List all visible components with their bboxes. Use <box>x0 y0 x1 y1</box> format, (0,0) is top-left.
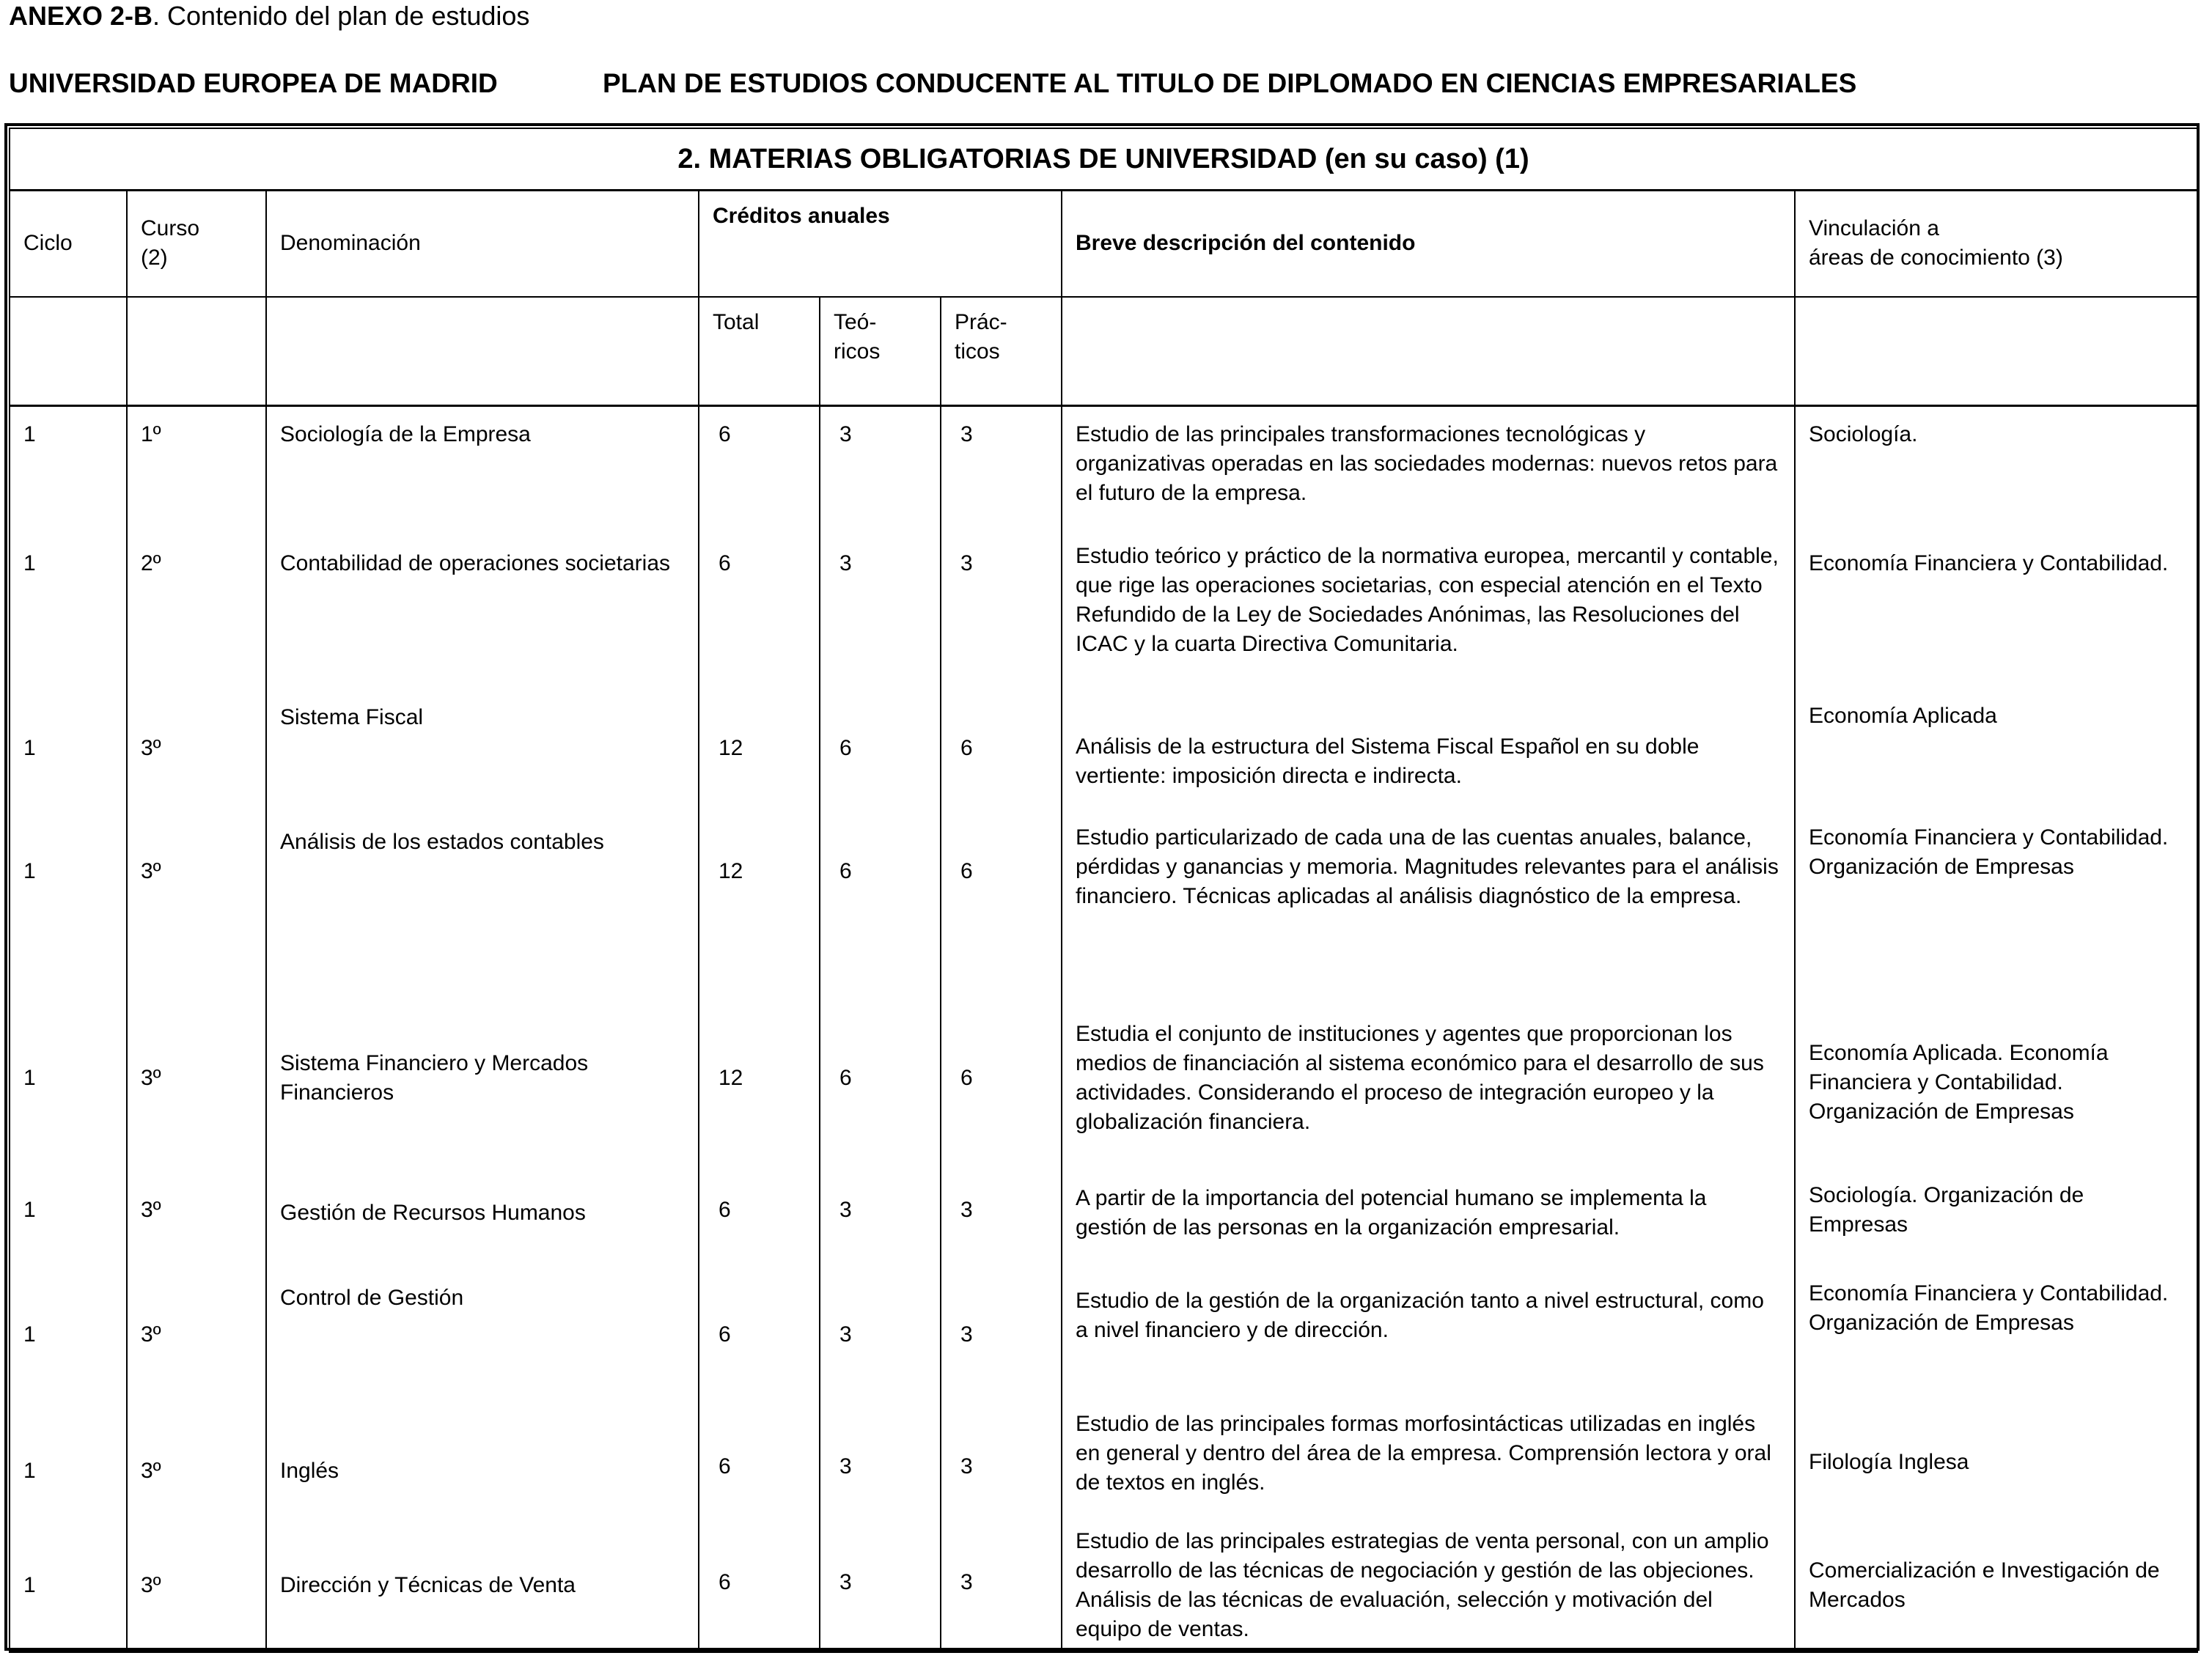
cell-denominacion: Dirección y Técnicas de Venta <box>266 1527 699 1651</box>
cell-practicos: 3 <box>941 1410 1062 1527</box>
table-body <box>10 128 2197 1651</box>
cell-ciclo: 1 <box>10 534 127 690</box>
cell-descripcion: Estudio de las principales estrategias de venta personal, con un amplio desarrollo de las técnicas de negociación y gestión de las objeciones. Análisis de las técnicas de evaluación, selección y motivación del equipo de ventas. <box>1062 1527 1795 1651</box>
annex-subtitle: . Contenido del plan de estudios <box>153 1 530 31</box>
header-teoricos-line1: Teó- <box>834 310 877 334</box>
header-vinculacion-line1: Vinculación a <box>1809 216 1939 241</box>
cell-curso: 3º <box>127 816 266 1020</box>
cell-teoricos: 6 <box>820 1020 941 1166</box>
header-teoricos-line2: ricos <box>834 339 881 364</box>
cell-descripcion: Estudio particularizado de cada una de las cuentas anuales, balance, pérdidas y ganancias y memoria. Magnitudes relevantes para el análisis financiero. Técnicas aplicadas al análisis diagnóstico de la empresa. <box>1062 816 1795 1020</box>
cell-ciclo: 1 <box>10 1410 127 1527</box>
cell-total: 6 <box>699 1279 820 1410</box>
cell-ciclo: 1 <box>10 690 127 816</box>
header-blank-vinculacion <box>1795 297 2197 405</box>
header-vinculacion-line2: áreas de conocimiento (3) <box>1809 246 2063 270</box>
cell-descripcion: Estudio de las principales transformaciones tecnológicas y organizativas operadas en las sociedades modernas: nuevos retos para el futuro de la empresa. <box>1062 405 1795 534</box>
cell-denominacion: Inglés <box>266 1410 699 1527</box>
cell-descripcion: A partir de la importancia del potencial humano se implementa la gestión de las personas en la organización empresarial. <box>1062 1166 1795 1279</box>
header-curso <box>127 190 266 297</box>
cell-curso: 3º <box>127 1020 266 1166</box>
plan-title: PLAN DE ESTUDIOS CONDUCENTE AL TITULO DE DIPLOMADO EN CIENCIAS EMPRESARIALES <box>603 68 1857 98</box>
cell-teoricos: 6 <box>820 816 941 1020</box>
cell-denominacion: Control de Gestión <box>266 1279 699 1410</box>
cell-curso: 3º <box>127 1527 266 1651</box>
header-teoricos <box>820 297 941 405</box>
cell-denominacion: Sistema Financiero y Mercados Financieros <box>266 1020 699 1166</box>
annex-heading <box>9 1 529 31</box>
cell-vinculacion: Economía Financiera y Contabilidad. Organización de Empresas <box>1795 816 2197 1020</box>
cell-practicos: 3 <box>941 534 1062 690</box>
header-curso-note: (2) <box>141 246 168 270</box>
cell-descripcion: Estudio de la gestión de la organización tanto a nivel estructural, como a nivel financiero y de dirección. <box>1062 1279 1795 1410</box>
cell-total: 6 <box>699 405 820 534</box>
cell-ciclo: 1 <box>10 405 127 534</box>
table-row <box>10 1410 2197 1527</box>
header-creditos: Créditos anuales <box>699 190 1062 297</box>
cell-descripcion: Estudio de las principales formas morfosintácticas utilizadas en inglés en general y dentro del área de la empresa. Comprensión lectora y oral de textos en inglés. <box>1062 1410 1795 1527</box>
cell-descripcion: Estudia el conjunto de instituciones y agentes que proporcionan los medios de financiación al sistema económico para el desarrollo de sus actividades. Considerando el proceso de integración europeo y la globalización financiera. <box>1062 1020 1795 1166</box>
cell-vinculacion: Economía Aplicada. Economía Financiera y Contabilidad. Organización de Empresas <box>1795 1020 2197 1166</box>
cell-vinculacion: Economía Aplicada <box>1795 690 2197 816</box>
table-row <box>10 816 2197 1020</box>
cell-vinculacion: Sociología. Organización de Empresas <box>1795 1166 2197 1279</box>
header-blank-descripcion <box>1062 297 1795 405</box>
annex-label: ANEXO 2-B <box>9 1 153 31</box>
header-denominacion: Denominación <box>266 190 699 297</box>
cell-vinculacion: Economía Financiera y Contabilidad. Organización de Empresas <box>1795 1279 2197 1410</box>
header-curso-label: Curso <box>141 216 200 241</box>
header-practicos-line2: ticos <box>955 339 1000 364</box>
header-blank-denominacion <box>266 297 699 405</box>
cell-denominacion: Sociología de la Empresa <box>266 405 699 534</box>
cell-practicos: 3 <box>941 1279 1062 1410</box>
cell-practicos: 3 <box>941 1527 1062 1651</box>
cell-ciclo: 1 <box>10 1020 127 1166</box>
header-practicos-line1: Prác- <box>955 310 1007 334</box>
cell-total: 6 <box>699 1410 820 1527</box>
cell-curso: 3º <box>127 1166 266 1279</box>
cell-teoricos: 3 <box>820 405 941 534</box>
subjects-table <box>9 128 2198 1653</box>
table-row <box>10 1527 2197 1651</box>
cell-total: 6 <box>699 1527 820 1651</box>
cell-denominacion: Contabilidad de operaciones societarias <box>266 534 699 690</box>
header-blank-curso <box>127 297 266 405</box>
header-vinculacion <box>1795 190 2197 297</box>
cell-denominacion: Sistema Fiscal <box>266 690 699 816</box>
document-header <box>9 67 2201 100</box>
header-row-main <box>10 190 2197 297</box>
header-total: Total <box>699 297 820 405</box>
cell-ciclo: 1 <box>10 1279 127 1410</box>
header-blank-ciclo <box>10 297 127 405</box>
table-row <box>10 1020 2197 1166</box>
cell-denominacion: Gestión de Recursos Humanos <box>266 1166 699 1279</box>
header-row-credits <box>10 297 2197 405</box>
cell-practicos: 3 <box>941 1166 1062 1279</box>
cell-practicos: 6 <box>941 1020 1062 1166</box>
table-title-row <box>10 128 2197 190</box>
table-row <box>10 690 2197 816</box>
cell-practicos: 3 <box>941 405 1062 534</box>
cell-teoricos: 3 <box>820 1166 941 1279</box>
cell-descripcion: Estudio teórico y práctico de la normativa europea, mercantil y contable, que rige las operaciones societarias, con especial atención en el Texto Refundido de la Ley de Sociedades Anónimas, las Resoluciones del ICAC y la cuarta Directiva Comunitaria. <box>1062 534 1795 690</box>
cell-teoricos: 3 <box>820 534 941 690</box>
cell-vinculacion: Filología Inglesa <box>1795 1410 2197 1527</box>
cell-curso: 3º <box>127 1410 266 1527</box>
cell-total: 12 <box>699 816 820 1020</box>
cell-total: 6 <box>699 1166 820 1279</box>
header-practicos <box>941 297 1062 405</box>
cell-descripcion: Análisis de la estructura del Sistema Fiscal Español en su doble vertiente: imposición directa e indirecta. <box>1062 690 1795 816</box>
table-row <box>10 534 2197 690</box>
cell-vinculacion: Comercialización e Investigación de Mercados <box>1795 1527 2197 1651</box>
cell-curso: 1º <box>127 405 266 534</box>
header-descripcion: Breve descripción del contenido <box>1062 190 1795 297</box>
cell-ciclo: 1 <box>10 816 127 1020</box>
table-row <box>10 405 2197 534</box>
cell-practicos: 6 <box>941 690 1062 816</box>
cell-ciclo: 1 <box>10 1166 127 1279</box>
cell-teoricos: 3 <box>820 1527 941 1651</box>
cell-vinculacion: Economía Financiera y Contabilidad. <box>1795 534 2197 690</box>
cell-vinculacion: Sociología. <box>1795 405 2197 534</box>
university-name: UNIVERSIDAD EUROPEA DE MADRID <box>9 68 498 98</box>
table-title: 2. MATERIAS OBLIGATORIAS DE UNIVERSIDAD (en su caso) (1) <box>10 128 2197 190</box>
cell-teoricos: 3 <box>820 1279 941 1410</box>
cell-curso: 3º <box>127 1279 266 1410</box>
cell-ciclo: 1 <box>10 1527 127 1651</box>
cell-curso: 2º <box>127 534 266 690</box>
header-ciclo: Ciclo <box>10 190 127 297</box>
table-row <box>10 1279 2197 1410</box>
cell-total: 6 <box>699 534 820 690</box>
cell-denominacion: Análisis de los estados contables <box>266 816 699 1020</box>
cell-practicos: 6 <box>941 816 1062 1020</box>
cell-curso: 3º <box>127 690 266 816</box>
cell-total: 12 <box>699 690 820 816</box>
cell-teoricos: 6 <box>820 690 941 816</box>
cell-teoricos: 3 <box>820 1410 941 1527</box>
table-row <box>10 1166 2197 1279</box>
cell-total: 12 <box>699 1020 820 1166</box>
